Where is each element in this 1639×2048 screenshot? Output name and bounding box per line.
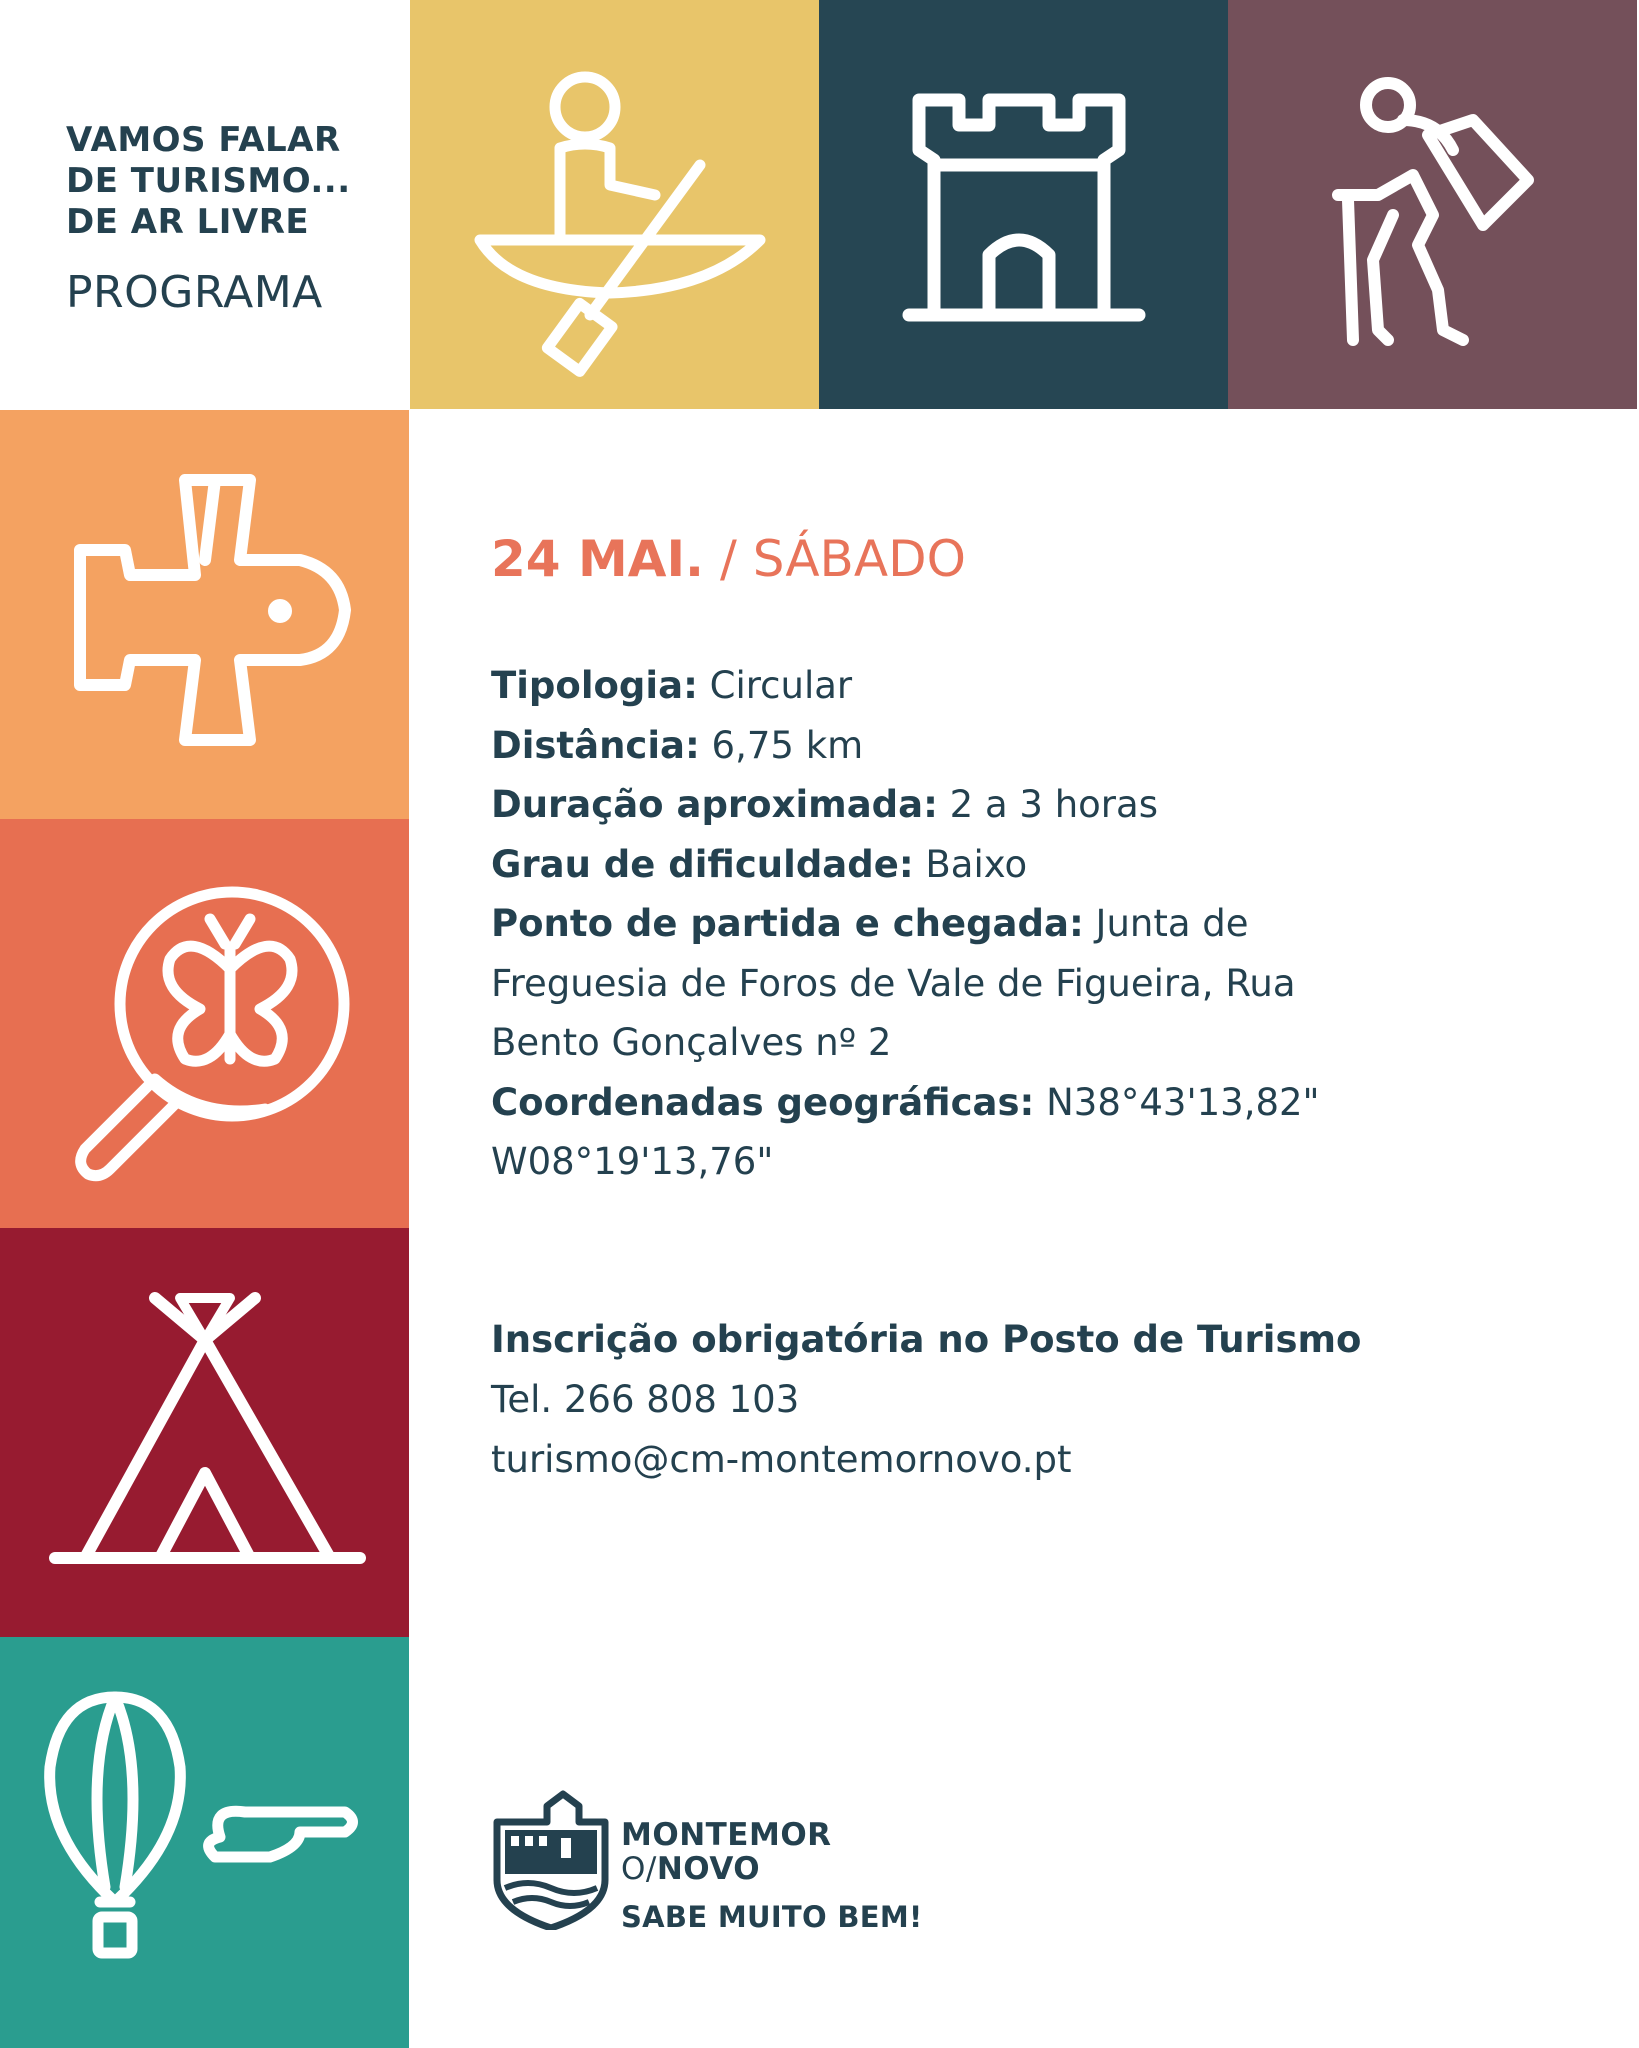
event-details: [491, 656, 1591, 1192]
registration-contact: [491, 1310, 1591, 1490]
detail-label: Duração aproximada:: [491, 783, 938, 826]
detail-value: Circular: [697, 664, 853, 707]
logo-line-2-bold: NOVO: [656, 1851, 761, 1887]
header-title-line-1: VAMOS FALAR: [66, 120, 341, 160]
airplane-icon: [0, 410, 409, 819]
detail-row: [491, 656, 1591, 716]
detail-row: [491, 775, 1591, 835]
butterfly-magnifier-icon: [0, 819, 409, 1228]
detail-row: [491, 894, 1591, 954]
event-date-separator: /: [704, 530, 753, 588]
detail-label: Ponto de partida e chegada:: [491, 902, 1084, 945]
header-title-line-2: DE TURISMO...: [66, 161, 351, 201]
phone-number: Tel. 266 808 103: [491, 1378, 800, 1421]
detail-value: Baixo: [913, 842, 1028, 886]
header-title-line-3: DE AR LIVRE: [66, 202, 310, 242]
header-block: [66, 120, 396, 318]
detail-row: [491, 1013, 1591, 1073]
detail-label: Tipologia:: [491, 664, 698, 707]
detail-value: 6,75 km: [699, 723, 864, 767]
event-weekday: SÁBADO: [752, 530, 966, 588]
detail-row: [491, 1073, 1591, 1133]
logo-wordmark: [621, 1818, 923, 1934]
montemor-crest-icon: [491, 1790, 611, 1930]
detail-row: [491, 1132, 1591, 1192]
detail-value: N38°43'13,82": [1034, 1080, 1320, 1124]
detail-label: Coordenadas geográficas:: [491, 1080, 1035, 1124]
kayak-icon: [410, 0, 819, 409]
event-date-line: [491, 530, 966, 588]
detail-value: Junta de: [1083, 902, 1249, 945]
tile-airplane: [0, 410, 409, 819]
detail-row: [491, 835, 1591, 895]
detail-value: Bento Gonçalves nº 2: [491, 1021, 892, 1064]
header-subtitle: PROGRAMA: [66, 267, 323, 318]
detail-value: W08°19'13,76": [491, 1140, 774, 1183]
detail-value: Freguesia de Foros de Vale de Figueira, Rua: [491, 961, 1296, 1005]
logo-line-2-prefix: O/: [621, 1851, 657, 1887]
tile-kayak: [410, 0, 819, 409]
detail-row: [491, 954, 1591, 1014]
detail-label: Grau de dificuldade:: [491, 842, 914, 886]
tile-butterfly: [0, 819, 409, 1228]
tile-hiker: [1228, 0, 1637, 409]
registration-heading: Inscrição obrigatória no Posto de Turismo: [491, 1318, 1362, 1361]
logo-line-1: MONTEMOR: [621, 1817, 832, 1853]
logo-line-2: [621, 1852, 923, 1886]
tile-castle: [819, 0, 1228, 409]
castle-tower-icon: [819, 0, 1228, 409]
tile-balloon: [0, 1637, 409, 2048]
detail-row: [491, 716, 1591, 776]
detail-value: 2 a 3 horas: [937, 783, 1158, 826]
tile-tent: [0, 1228, 409, 1637]
email-address: turismo@cm-montemornovo.pt: [491, 1438, 1072, 1481]
tent-icon: [0, 1228, 409, 1637]
detail-label: Distância:: [491, 723, 700, 767]
logo-slogan: SABE MUITO BEM!: [621, 1900, 923, 1934]
montemor-logo: [491, 1790, 991, 1934]
hiker-icon: [1228, 0, 1637, 409]
event-date: 24 MAI.: [491, 530, 705, 588]
hot-air-balloon-icon: [0, 1637, 409, 2046]
